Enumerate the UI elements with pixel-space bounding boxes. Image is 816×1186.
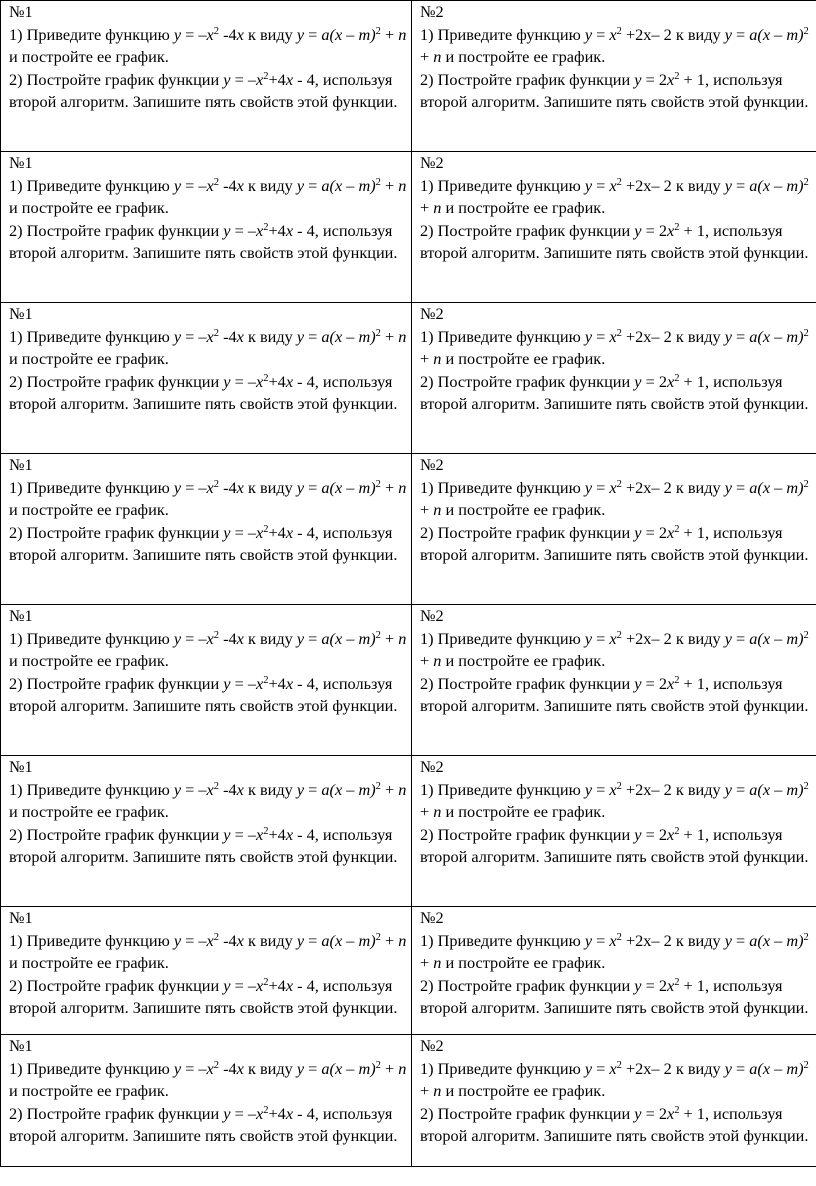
task-number: №1 — [9, 304, 33, 323]
task-card-variant-1: №1 1) Приведите функцию $y = -x^2$ -4x к виду y = a(x – m)$^2$ + n и постройте ее график. 2) Постройте график функции $y = -x^2+4x - 4$, используя второй алгоритм. Запишите пять свойств этой функции. — [1, 756, 412, 907]
task-number: №2 — [420, 1036, 444, 1055]
task-card-variant-1: №1 1) Приведите функцию $y = -x^2$ -4x к виду y = a(x – m)$^2$ + n и постройте ее график. 2) Постройте график функции $y = -x^2+4x - 4$, используя второй алгоритм. Запишите пять свойств этой функции. — [1, 152, 412, 303]
task-number: №1 — [9, 455, 33, 474]
task-card-row — [1, 605, 816, 756]
task-number: №1 — [9, 153, 33, 172]
task-number: №1 — [9, 606, 33, 625]
task-card-variant-1: №1 1) Приведите функцию $y = -x^2$ -4x к виду y = a(x – m)$^2$ + n и постройте ее график. 2) Постройте график функции $y = -x^2+4x - 4$, используя второй алгоритм. Запишите пять свойств этой функции. — [1, 303, 412, 454]
task-number: №2 — [420, 455, 444, 474]
task-card-variant-1: №1 1) Приведите функцию $y = -x^2$ -4x к виду y = a(x – m)$^2$ + n и постройте ее график. 2) Постройте график функции $y = -x^2+4x - 4$, используя второй алгоритм. Запишите пять свойств этой функции. — [1, 605, 412, 756]
task-number: №1 — [9, 908, 33, 927]
task-card-variant-2: №2 1) Приведите функцию $y = x^2 +2х-$ 2 к виду y = a(x – m)$^2$ + n и постройте ее график. 2) Постройте график функции $y = 2x^2 + 1$, используя второй алгоритм. Запишите пять свойств этой функции. — [412, 303, 816, 454]
task-card-variant-2: №2 1) Приведите функцию $y = x^2 +2х-$ 2 к виду y = a(x – m)$^2$ + n и постройте ее график. 2) Постройте график функции $y = 2x^2 + 1$, используя второй алгоритм. Запишите пять свойств этой функции. — [412, 756, 816, 907]
task-card-variant-2: №2 1) Приведите функцию $y = x^2 +2х-$ 2 к виду y = a(x – m)$^2$ + n и постройте ее график. 2) Постройте график функции $y = 2x^2 + 1$, используя второй алгоритм. Запишите пять свойств этой функции. — [412, 454, 816, 605]
task-card-variant-2: №2 1) Приведите функцию $y = x^2 +2х-$ 2 к виду y = a(x – m)$^2$ + n и постройте ее график. 2) Постройте график функции $y = 2x^2 + 1$, используя второй алгоритм. Запишите пять свойств этой функции. — [412, 605, 816, 756]
task-card-variant-2: №2 1) Приведите функцию $y = x^2 +2х-$ 2 к виду y = a(x – m)$^2$ + n и постройте ее график. 2) Постройте график функции $y = 2x^2 + 1$, используя второй алгоритм. Запишите пять свойств этой функции. — [412, 1035, 816, 1167]
task-number: №2 — [420, 153, 444, 172]
task-card-row — [1, 907, 816, 1035]
task-card-variant-2: №2 1) Приведите функцию $y = x^2 +2х-$ 2 к виду y = a(x – m)$^2$ + n и постройте ее график. 2) Постройте график функции $y = 2x^2 + 1$, используя второй алгоритм. Запишите пять свойств этой функции. — [412, 1, 816, 152]
task-card-row — [1, 1035, 816, 1167]
task-card-variant-2: №2 1) Приведите функцию $y = x^2 +2х-$ 2 к виду y = a(x – m)$^2$ + n и постройте ее график. 2) Постройте график функции $y = 2x^2 + 1$, используя второй алгоритм. Запишите пять свойств этой функции. — [412, 152, 816, 303]
task-card-row — [1, 303, 816, 454]
task-card-row — [1, 454, 816, 605]
task-number: №1 — [9, 2, 33, 21]
task-card-row — [1, 1, 816, 152]
task-card-row — [1, 152, 816, 303]
task-card-variant-1: №1 1) Приведите функцию $y = -x^2$ -4x к виду y = a(x – m)$^2$ + n и постройте ее график. 2) Постройте график функции $y = -x^2+4x - 4$, используя второй алгоритм. Запишите пять свойств этой функции. — [1, 1, 412, 152]
task-number: №2 — [420, 304, 444, 323]
task-number: №2 — [420, 2, 444, 21]
task-card-variant-1: №1 1) Приведите функцию $y = -x^2$ -4x к виду y = a(x – m)$^2$ + n и постройте ее график. 2) Постройте график функции $y = -x^2+4x - 4$, используя второй алгоритм. Запишите пять свойств этой функции. — [1, 907, 412, 1035]
task-number: №1 — [9, 757, 33, 776]
task-number: №1 — [9, 1036, 33, 1055]
task-number: №2 — [420, 908, 444, 927]
task-card-variant-1: №1 1) Приведите функцию $y = -x^2$ -4x к виду y = a(x – m)$^2$ + n и постройте ее график. 2) Постройте график функции $y = -x^2+4x - 4$, используя второй алгоритм. Запишите пять свойств этой функции. — [1, 454, 412, 605]
task-card-variant-2: №2 1) Приведите функцию $y = x^2 +2х-$ 2 к виду y = a(x – m)$^2$ + n и постройте ее график. 2) Постройте график функции $y = 2x^2 + 1$, используя второй алгоритм. Запишите пять свойств этой функции. — [412, 907, 816, 1035]
task-card-variant-1: №1 1) Приведите функцию $y = -x^2$ -4x к виду y = a(x – m)$^2$ + n и постройте ее график. 2) Постройте график функции $y = -x^2+4x - 4$, используя второй алгоритм. Запишите пять свойств этой функции. — [1, 1035, 412, 1167]
task-number: №2 — [420, 606, 444, 625]
task-number: №2 — [420, 757, 444, 776]
task-card-row — [1, 756, 816, 907]
